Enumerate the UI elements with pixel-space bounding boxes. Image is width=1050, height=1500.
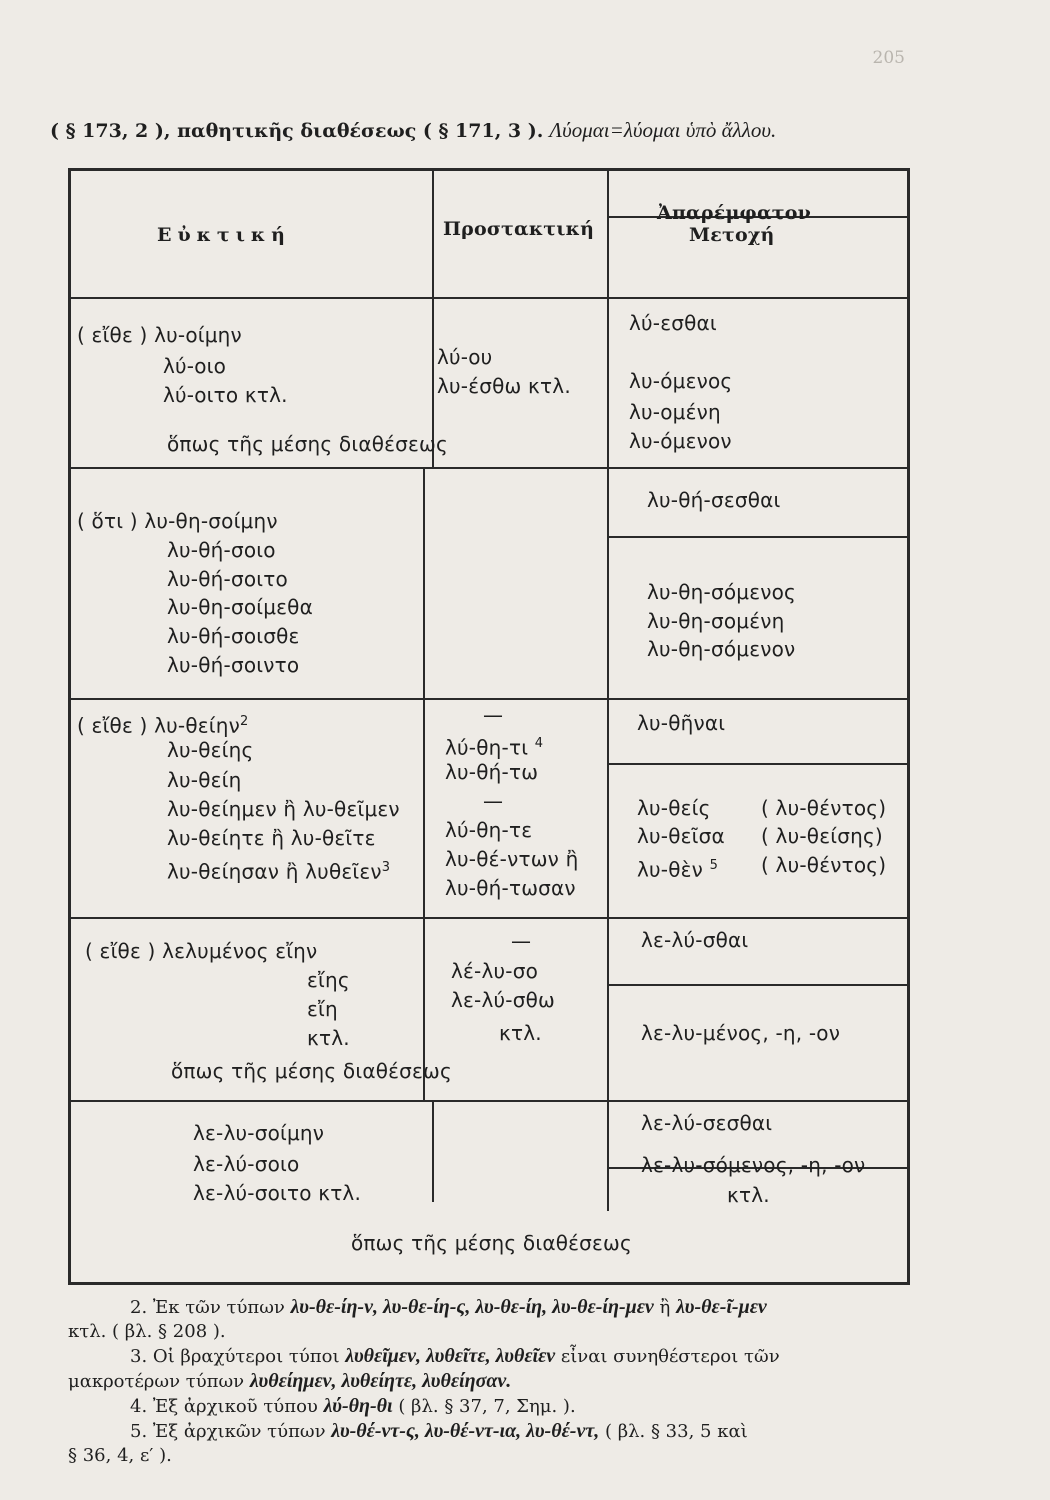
s3-participle-3 [637,853,718,883]
s5-infinitive: λε-λύ-σεσθαι [641,1111,773,1135]
s5-note: ὅπως τῆς μέσης διαθέσεως [351,1231,632,1255]
row-divider [71,467,907,469]
fn2-text: 2. Ἐκ τῶν τύπων [130,1297,285,1318]
fn3-forms2: λυθείημεν, λυθείητε, λυθείησαν. [249,1370,512,1392]
header-optative: Εὐκτική [157,224,291,246]
conjugation-table [68,168,910,1285]
fn3-text3: μακροτέρων τύπων [68,1371,245,1392]
s1-optative-1: ( εἴθε ) λυ-οίμην [77,323,242,347]
s4-optative-1: ( εἴθε ) λελυμένος εἴην [85,939,318,963]
s1-participle-2: λυ-ομένη [629,400,721,424]
s2-optative-2: λυ-θή-σοιο [167,538,276,562]
fn2-forms2: λυ-θε-ῖ-μεν [676,1296,767,1318]
caption-prefix: ( § 173, 2 ), παθητικῆς διαθέσεως ( § 171, 3 ). [50,120,544,142]
s5-participle-1: λε-λυ-σόμενος, -η, -ον [641,1153,866,1177]
s3-participle-3-text: λυ-θὲν [637,857,704,882]
fn5-text: 5. Ἐξ ἀρχικῶν τύπων [130,1421,326,1442]
s1-optative-2: λύ-οιο [163,354,227,378]
page-number: 205 [872,48,905,68]
s3-optative-1 [77,709,248,739]
s1-infinitive: λύ-εσθαι [629,311,717,335]
table-caption [50,118,1010,143]
s3-imperative-3: λύ-θη-τε [445,818,533,842]
cell-divider [607,536,907,538]
s3-optative-6-text: λυ-θείησαν ἢ λυθεῖεν [167,859,382,884]
footnote-2 [68,1295,928,1320]
col-divider [423,467,425,994]
s4-note: ὅπως τῆς μέσης διαθέσεως [171,1059,452,1083]
cell-divider [607,984,907,986]
fn4-form: λύ-θη-θι [323,1395,393,1417]
footnote-5-cont: § 36, 4, ε′ ). [68,1445,172,1466]
col-divider [607,171,609,1211]
s3-participle-1: λυ-θείς [637,796,711,820]
s3-genitive-3: ( λυ-θέντος) [761,853,887,877]
s4-imperative-2: λε-λύ-σθω [451,988,555,1012]
s3-optative-1-text: ( εἴθε ) λυ-θείην [77,713,240,738]
s4-imperative-1: λέ-λυ-σο [451,959,539,983]
s4-optative-2: εἴης [307,968,350,992]
s2-participle-1: λυ-θη-σόμενος [647,580,796,604]
s1-participle-1: λυ-όμενος [629,369,733,393]
header-imperative: Προστακτική [443,218,595,240]
s3-infinitive: λυ-θῆναι [637,711,726,735]
s4-participle: λε-λυ-μένος, -η, -ον [641,1021,841,1045]
fn2-forms: λυ-θε-ίη-ν, λυ-θε-ίη-ς, λυ-θε-ίη, λυ-θε-ίη-μεν [290,1296,654,1318]
footnote-5 [68,1419,928,1444]
s2-participle-3: λυ-θη-σόμενον [647,637,796,661]
header-participle: Μετοχή [689,224,775,246]
s2-participle-2: λυ-θη-σομένη [647,609,785,633]
fn4-text: 4. Ἐξ ἀρχικοῦ τύπου [130,1396,318,1417]
footnote-3 [68,1344,928,1369]
fn3-text: 3. Οἱ βραχύτεροι τύποι [130,1346,340,1367]
fn5-ref: ( βλ. § 33, 5 καὶ [604,1421,748,1442]
row-divider [71,297,907,299]
s2-optative-6: λυ-θή-σοιντο [167,653,300,677]
s3-imperative-2: λυ-θή-τω [445,760,539,784]
s4-optative-3: εἴη [307,997,338,1021]
row-divider [71,1100,907,1102]
s1-participle-3: λυ-όμενον [629,429,732,453]
s5-optative-2: λε-λύ-σοιο [193,1152,300,1176]
s3-imperative-dash-1: — [483,703,504,727]
s2-optative-5: λυ-θή-σοισθε [167,624,300,648]
s3-participle-2: λυ-θεῖσα [637,824,725,848]
s4-imperative-dash: — [511,929,532,953]
s5-optative-1: λε-λυ-σοίμην [193,1121,325,1145]
s3-optative-6 [167,855,390,885]
s1-note: ὅπως τῆς μέσης διαθέσεως [167,432,448,456]
s3-genitive-2: ( λυ-θείσης) [761,824,883,848]
s5-optative-3: λε-λύ-σοιτο κτλ. [193,1181,362,1205]
s1-imperative-1: λύ-ου [437,345,493,369]
footnotes [68,1295,928,1468]
fn5-forms: λυ-θέ-ντ-ς, λυ-θέ-ντ-ια, λυ-θέ-ντ, [331,1420,600,1442]
header-infinitive: Ἀπαρέμφατον [657,202,812,224]
fn4-ref: ( βλ. § 37, 7, Σημ. ). [398,1396,576,1417]
s3-optative-5: λυ-θείητε ἢ λυ-θεῖτε [167,826,376,850]
s1-optative-3: λύ-οιτο κτλ. [163,383,288,407]
row-divider [71,917,907,919]
s3-optative-4: λυ-θείημεν ἢ λυ-θεῖμεν [167,797,400,821]
s2-optative-1: ( ὅτι ) λυ-θη-σοίμην [77,509,278,533]
footnote-ref-4: 4 [534,736,544,751]
s3-imperative-dash-2: — [483,789,504,813]
footnote-ref-3: 3 [381,860,391,875]
footnote-2-cont: κτλ. ( βλ. § 208 ). [68,1321,226,1342]
s3-imperative-1 [445,731,543,761]
s3-optative-2: λυ-θείης [167,738,254,762]
s4-infinitive: λε-λύ-σθαι [641,928,749,952]
s3-imperative-5: λυ-θή-τωσαν [445,876,576,900]
col-divider [432,171,434,467]
s3-imperative-4: λυ-θέ-ντων ἢ [445,847,579,871]
row-divider [71,698,907,700]
cell-divider [607,763,907,765]
s4-imperative-3: κτλ. [499,1021,542,1045]
caption-suffix: Λύομαι=λύομαι ὑπὸ ἄλλου. [549,118,777,142]
s3-genitive-1: ( λυ-θέντος) [761,796,887,820]
s2-infinitive: λυ-θή-σεσθαι [647,488,781,512]
s5-participle-2: κτλ. [727,1183,770,1207]
footnote-4 [68,1394,928,1419]
footnote-ref-5: 5 [709,858,719,873]
fn3-text2: εἶναι συνηθέστεροι τῶν [560,1346,780,1367]
s2-optative-3: λυ-θή-σοιτο [167,567,288,591]
s2-optative-4: λυ-θη-σοίμεθα [167,595,313,619]
fn3-forms: λυθεῖμεν, λυθεῖτε, λυθεῖεν [345,1345,556,1367]
fn2-or: ἢ [659,1297,671,1318]
s3-imperative-1-text: λύ-θη-τι [445,735,529,760]
footnote-3-cont [68,1369,928,1394]
col-divider [432,1100,434,1202]
s1-imperative-2: λυ-έσθω κτλ. [437,374,571,398]
s3-optative-3: λυ-θείη [167,768,242,792]
s4-optative-4: κτλ. [307,1026,350,1050]
footnote-ref-2: 2 [240,714,249,729]
